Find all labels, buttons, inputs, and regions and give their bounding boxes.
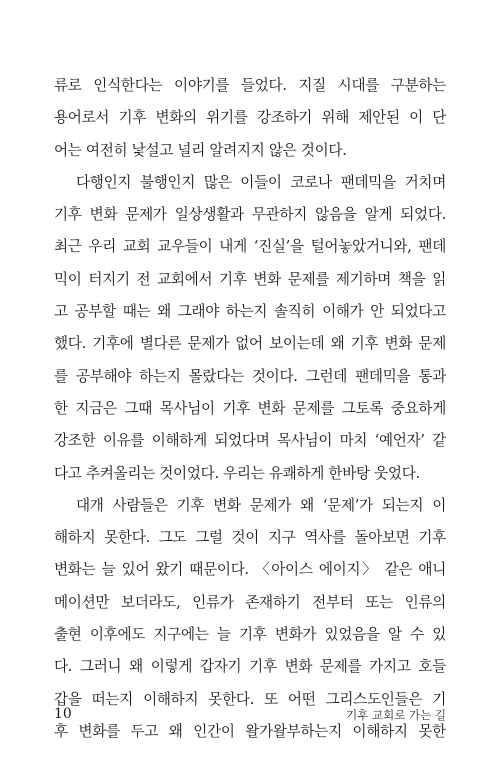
text-line: 고 공부할 때는 왜 그래야 하는지 솔직히 이해가 안 되었다고 (54, 303, 446, 321)
text-line: 어는 여전히 낯설고 널리 알려지지 않은 것이다. (54, 141, 347, 159)
text-line: 강조한 이유를 이해하게 되었다며 목사님이 마치 ‘예언자’ 같 (54, 432, 446, 450)
text-line: 대개 사람들은 기후 변화 문제가 왜 ‘문제’가 되는지 이 (76, 496, 446, 514)
text-line: 했다. 기후에 별다른 문제가 없어 보이는데 왜 기후 변화 문제 (54, 335, 446, 353)
text-line: 다행인지 불행인지 많은 이들이 코로나 팬데믹을 거치며 (76, 173, 446, 191)
running-title: 기후 교회로 가는 길 (346, 708, 446, 722)
text-line: 믹이 터지기 전 교회에서 기후 변화 문제를 제기하며 책을 읽 (54, 270, 446, 288)
body-text (54, 70, 446, 748)
text-line: 를 공부해야 하는지 몰랐다는 것이다. 그런데 팬데믹을 통과 (54, 367, 446, 385)
text-line: 다. 그러니 왜 이렇게 갑자기 기후 변화 문제를 가지고 호들 (54, 658, 446, 676)
text-line: 용어로서 기후 변화의 위기를 강조하기 위해 제안된 이 단 (54, 109, 446, 127)
text-line: 해하지 못한다. 그도 그럴 것이 지구 역사를 돌아보면 기후 (54, 529, 446, 547)
page-footer (54, 706, 446, 726)
text-line: 변화는 늘 있어 왔기 때문이다. 〈아이스 에이지〉 같은 애니 (54, 561, 446, 579)
text-line: 갑을 떠는지 이해하지 못한다. 또 어떤 그리스도인들은 기 (54, 690, 446, 708)
text-line: 최근 우리 교회 교우들이 내게 ‘진실’을 털어놓았거니와, 팬데 (54, 238, 446, 256)
text-line: 기후 변화 문제가 일상생활과 무관하지 않음을 알게 되었다. (54, 206, 446, 224)
text-line: 류로 인식한다는 이야기를 들었다. 지질 시대를 구분하는 (54, 77, 446, 94)
text-line: 다고 추켜올리는 것이었다. 우리는 유쾌하게 한바탕 웃었다. (54, 464, 420, 482)
text-line: 출현 이후에도 지구에는 늘 기후 변화가 있었음을 알 수 있 (54, 626, 446, 644)
page-number: 10 (54, 706, 72, 722)
text-line: 한 지금은 그때 목사님이 기후 변화 문제를 그토록 중요하게 (54, 399, 446, 417)
text-line: 후 변화를 두고 왜 인간이 왈가왈부하는지 이해하지 못한 (54, 722, 446, 740)
text-line: 메이션만 보더라도, 인류가 존재하기 전부터 또는 인류의 (54, 593, 446, 611)
